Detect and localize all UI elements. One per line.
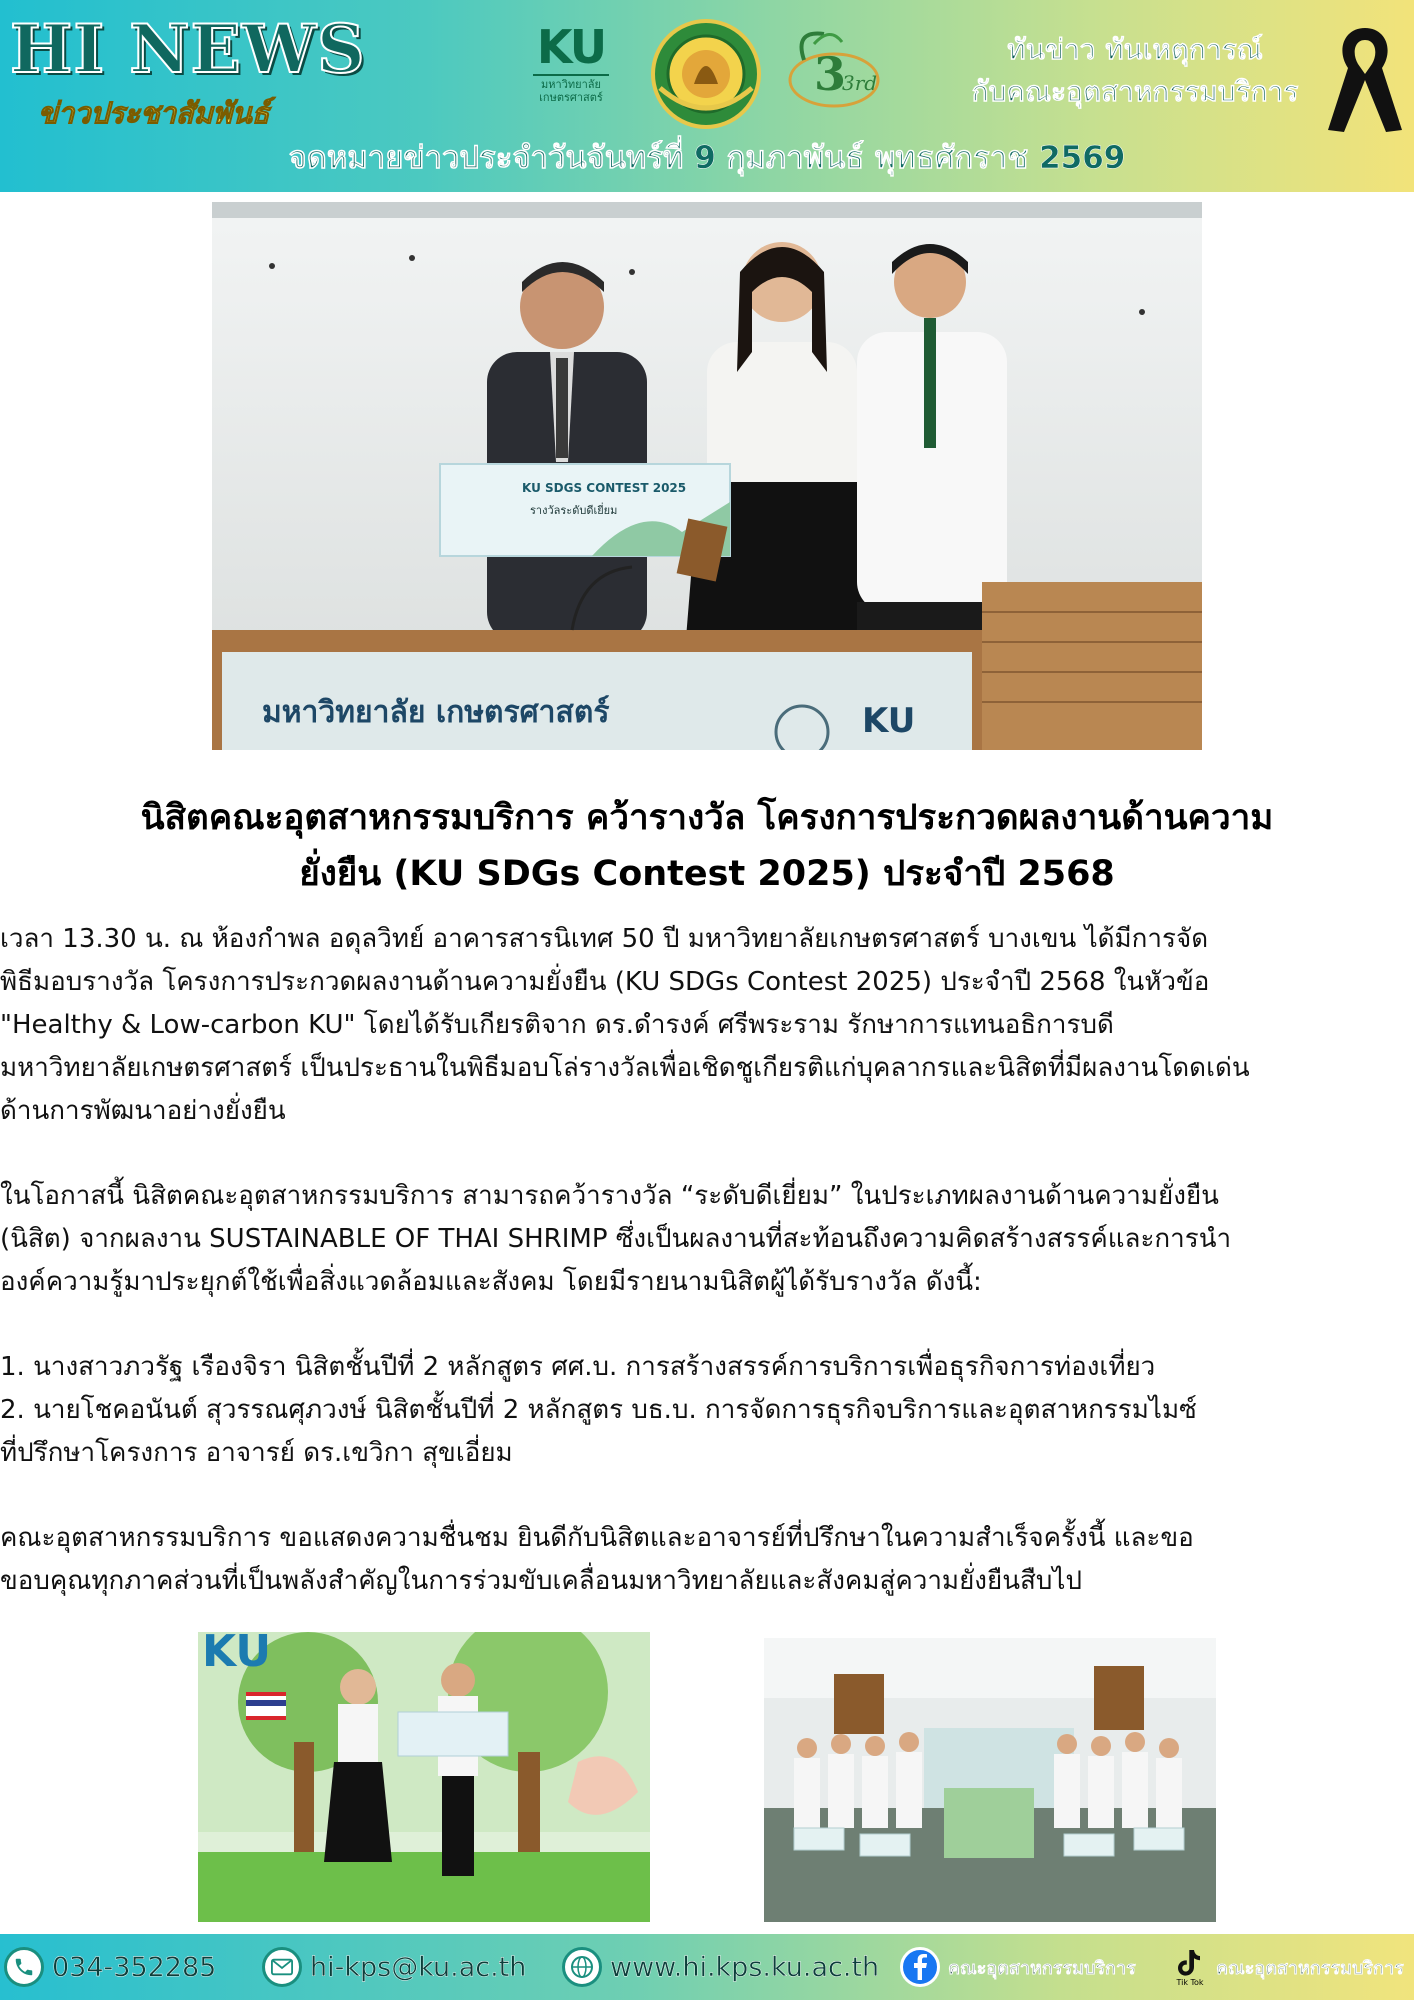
svg-text:KU: KU bbox=[202, 1632, 272, 1677]
paragraph-congratulations: คณะอุตสาหกรรมบริการ ขอแสดงความชื่นชม ยินดีกับนิสิตและอาจารย์ที่ปรึกษาในความสำเร็จครั้งนี้ และขอ ขอบคุณทุกภาคส่วนที่เป็นพลังสำคัญในการร่วมขับเคลื่อนมหาวิทยาลัยและสังคมสู่ความยั่งยืนสืบไป bbox=[0, 1523, 1194, 1596]
mourning-ribbon-icon bbox=[1322, 20, 1408, 138]
tagline-line1: ทันข่าว ทันเหตุการณ์ bbox=[1007, 33, 1263, 66]
brand-logo bbox=[10, 10, 390, 134]
tagline-line2: กับคณะอุตสาหกรรมบริการ bbox=[971, 75, 1299, 108]
newsletter-date: จดหมายข่าวประจำวันจันทร์ที่ 9 กุมภาพันธ์ พุทธศักราช 2569 bbox=[288, 140, 1126, 176]
tiktok-caption: Tik Tok bbox=[1176, 1977, 1204, 1987]
website-url: www.hi.kps.ku.ac.th bbox=[610, 1951, 880, 1983]
phone-icon bbox=[4, 1947, 44, 1987]
winner-list-item: 2. นายโชคอนันต์ สุวรรณศุภวงษ์ นิสิตชั้นปีที่ 2 หลักสูตร บธ.บ. การจัดการธุรกิจบริการและอุตสาหกรรมไมซ์ bbox=[0, 1395, 1197, 1425]
winner-list-item: 1. นางสาวภวรัฐ เรืองจิรา นิสิตชั้นปีที่ 2 หลักสูตร ศศ.บ. การสร้างสรรค์การบริการเพื่อธุรกิจการท่องเที่ยว bbox=[0, 1352, 1156, 1382]
facebook-page: คณะอุตสาหกรรมบริการ bbox=[948, 1957, 1136, 1979]
anniversary-text: 3rd bbox=[842, 71, 878, 95]
footer-facebook[interactable] bbox=[900, 1934, 1136, 2000]
anniversary-logo bbox=[784, 20, 890, 120]
ku-logo-caption: มหาวิทยาลัยเกษตรศาสตร์ bbox=[533, 74, 609, 104]
ku-logo bbox=[533, 22, 609, 122]
email-address: hi-kps@ku.ac.th bbox=[310, 1951, 527, 1983]
footer-tiktok[interactable] bbox=[1172, 1934, 1404, 2000]
tiktok-account: คณะอุตสาหกรรมบริการ bbox=[1216, 1957, 1404, 1979]
newsletter-header bbox=[0, 0, 1414, 192]
paragraph-award: ในโอกาสนี้ นิสิตคณะอุตสาหกรรมบริการ สามารถคว้ารางวัล “ระดับดีเยี่ยม” ในประเภทผลงานด้านความยั่งยืน (นิสิต) จากผลงาน SUSTAINABLE OF THAI SHRIMP ซึ่งเป็นผลงานที่สะท้อนถึงความคิดสร้างสรรค์และการนำ องค์ความรู้มาประยุกต์ใช้เพื่อสิ่งแวดล้อมและสังคม โดยมีรายนามนิสิตผู้ได้รับรางวัล ดังนี้: bbox=[0, 1181, 1232, 1297]
footer-phone[interactable] bbox=[4, 1934, 216, 2000]
award-sign-title: KU SDGS CONTEST 2025 bbox=[522, 481, 687, 495]
footer-email[interactable] bbox=[262, 1934, 526, 2000]
contact-footer bbox=[0, 1934, 1414, 2000]
students-photo bbox=[198, 1632, 650, 1922]
tagline bbox=[940, 30, 1330, 114]
brand-title: HI NEWS bbox=[10, 10, 366, 88]
svg-text:3: 3 bbox=[814, 47, 847, 101]
podium-logo: KU bbox=[862, 701, 916, 741]
headline-line1: นิสิตคณะอุตสาหกรรมบริการ คว้ารางวัล โครงการประกวดผลงานด้านความ bbox=[140, 798, 1274, 838]
award-sign-text: รางวัลระดับดีเยี่ยม bbox=[530, 504, 618, 517]
headline-line2: ยั่งยืน (KU SDGs Contest 2025) ประจำปี 2568 bbox=[299, 854, 1115, 894]
podium-text: มหาวิทยาลัย เกษตรศาสตร์ bbox=[262, 695, 610, 730]
award-ceremony-photo bbox=[212, 202, 1202, 750]
paragraph-event: เวลา 13.30 น. ณ ห้องกำพล อดุลวิทย์ อาคารสารนิเทศ 50 ปี มหาวิทยาลัยเกษตรศาสตร์ บางเขน ได้มีการจัด พิธีมอบรางวัล โครงการประกวดผลงานด้านความยั่งยืน (KU SDGs Contest 2025) ประจำปี 2568 ในหัวข้อ "Healthy & Low-carbon KU" โดยได้รับเกียรติจาก ดร.ดำรงค์ ศรีพระราม รักษาการแทนอธิการบดี มหาวิทยาลัยเกษตรศาสตร์ เป็นประธานในพิธีมอบโล่รางวัลเพื่อเชิดชูเกียรติแก่บุคลากรและนิสิตที่มีผลงานโดดเด่น ด้านการพัฒนาอย่างยั่งยืน bbox=[0, 924, 1250, 1126]
ku-logo-text: KU bbox=[536, 20, 606, 74]
brand-subtitle: ข่าวประชาสัมพันธ์ bbox=[38, 96, 270, 130]
article-body bbox=[0, 918, 1414, 1603]
advisor-line: ที่ปรึกษาโครงการ อาจารย์ ดร.เขวิกา สุขเอี่ยม bbox=[0, 1438, 513, 1468]
group-photo bbox=[764, 1638, 1216, 1922]
footer-website[interactable] bbox=[562, 1934, 879, 2000]
globe-icon bbox=[562, 1947, 602, 1987]
facebook-icon bbox=[900, 1947, 940, 1987]
article-headline bbox=[0, 790, 1414, 902]
university-seal-icon bbox=[650, 18, 762, 130]
email-icon bbox=[262, 1947, 302, 1987]
tiktok-icon bbox=[1172, 1948, 1208, 1987]
phone-number: 034-352285 bbox=[52, 1951, 217, 1983]
